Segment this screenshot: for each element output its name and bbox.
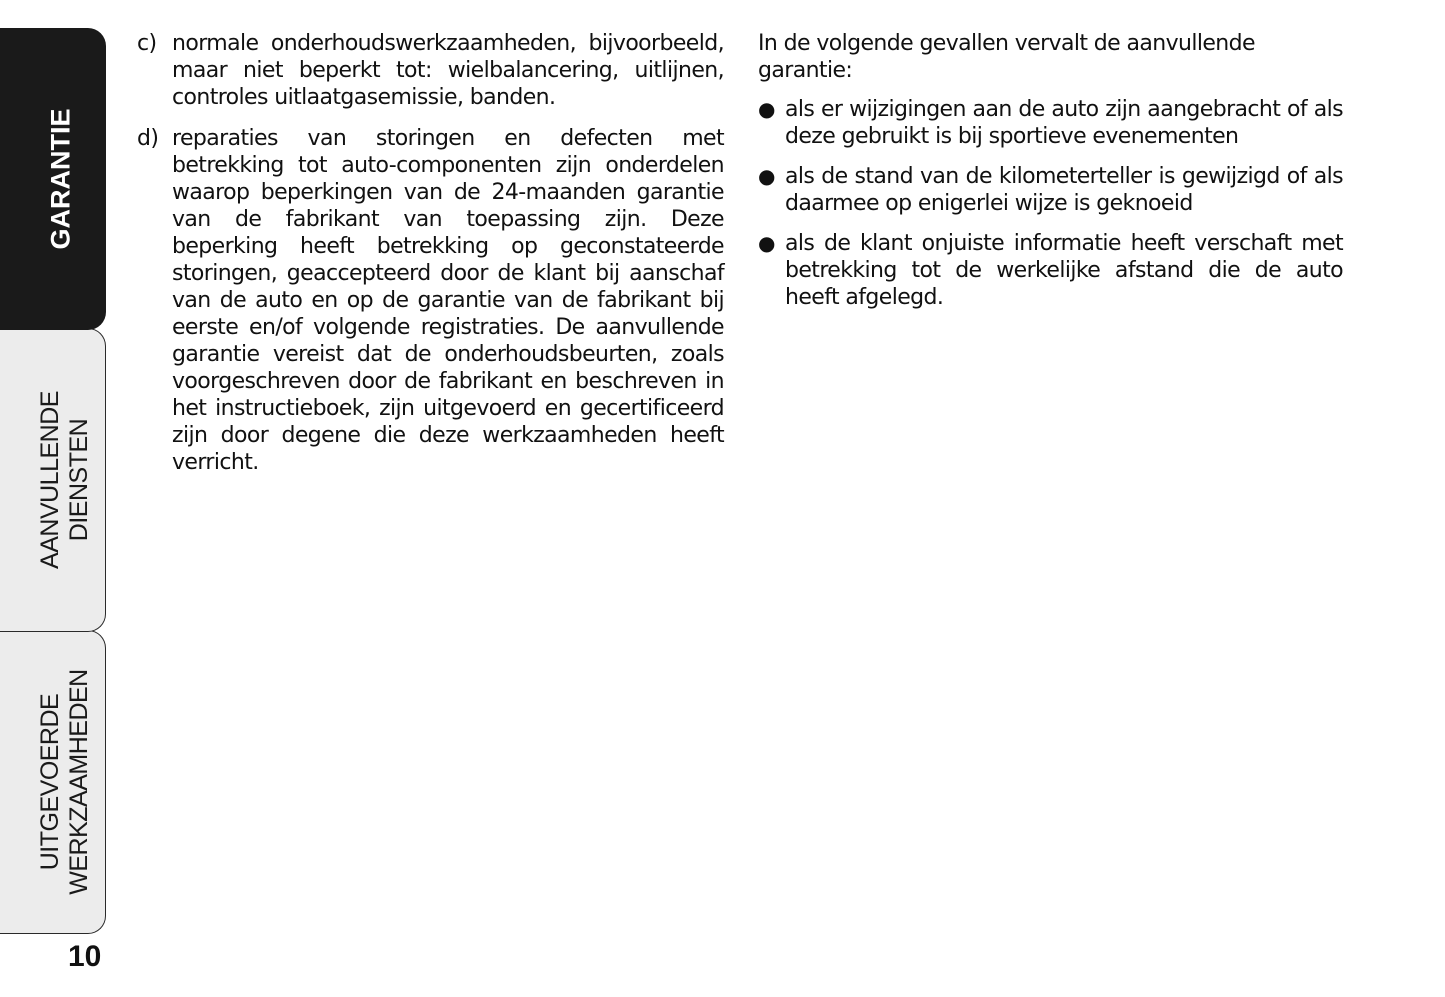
tab-aanvullende-diensten-label: AANVULLENDE DIENSTEN [36,391,94,569]
intro-paragraph: In de volgende gevallen vervalt de aanvullende garantie: [758,31,1255,83]
bullet-text: als er wijzigingen aan de auto zijn aangebracht of als deze gebruikt is bij sportieve evenementen [785,97,1343,149]
tab-uitgevoerde-werkzaamheden[interactable] [0,630,106,934]
bullet-icon: ● [758,97,775,121]
bullet-item [758,230,1343,311]
list-item-d [137,125,724,476]
item-text: reparaties van storingen en defecten met betrekking tot auto-componenten zijn onderdelen waarop beperkingen van de 24-maanden garantie van de fabrikant van toepassing zijn. Deze beperking heeft betrekking op geconstateerde storingen, geaccepteerd door de klant bij aanschaf van de auto en op de garantie van de fabrikant bij eerste en/of volgende registraties. De aanvullende garantie vereist dat de onderhoudsbeurten, zoals voorgeschreven door de fabrikant en beschreven in het instructieboek, zijn uitgevoerd en gecertificeerd zijn door degene die deze werkzaamheden heeft verricht. [172,126,724,475]
page-number: 10 [68,940,102,973]
item-marker: c) [137,31,157,56]
left-column [137,30,724,490]
tab-garantie[interactable] [0,28,106,330]
bullet-item [758,96,1343,150]
bullet-icon: ● [758,231,775,255]
bullet-icon: ● [758,164,775,188]
tab-aanvullende-diensten[interactable] [0,328,106,632]
list-item-c [137,30,724,111]
bullet-item [758,163,1343,217]
right-column [758,30,1343,324]
item-text: normale onderhoudswerkzaamheden, bijvoorbeeld, maar niet beperkt tot: wielbalancering, uitlijnen, controles uitlaatgasemissie, banden. [172,31,724,110]
tab-uitgevoerde-werkzaamheden-label: UITGEVOERDE WERKZAAMHEDEN [36,669,94,895]
bullet-text: als de klant onjuiste informatie heeft verschaft met betrekking tot de werkelijke afstand die de auto heeft afgelegd. [785,231,1343,310]
bullet-text: als de stand van de kilometerteller is gewijzigd of als daarmee op enigerlei wijze is geknoeid [785,164,1343,216]
tab-garantie-label: GARANTIE [45,108,76,250]
item-marker: d) [137,126,159,151]
